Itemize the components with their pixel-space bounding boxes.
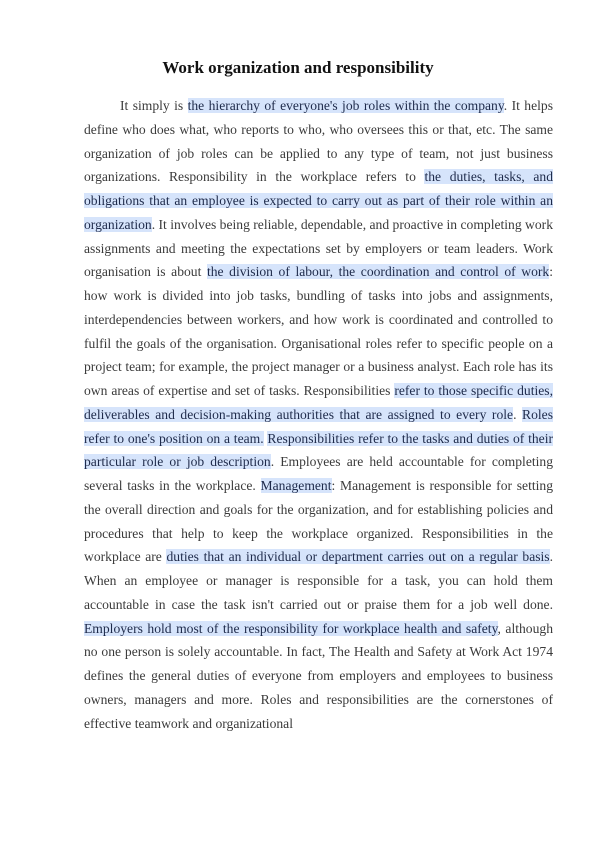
body-paragraph: [84, 94, 553, 735]
highlighted-text: Employers hold most of the responsibility for workplace health and safety: [84, 620, 498, 636]
body-text-segment: .: [513, 406, 523, 422]
body-text-segment: : Management is responsible for setting the overall direction and goals for the organization, and for establishing policies and procedures that help to keep the workplace organized. Responsibilities in the workplace are: [84, 478, 553, 565]
body-text-segment: . When an employee or manager is responsible for a task, you can hold them accountable in case the task isn't carried out or praise them for a job well done.: [84, 549, 553, 612]
body-text-segment: . It helps define who does what, who reports to who, who oversees this or that, etc. The same organization of job roles can be applied to any type of team, not just business organizations. Responsibility in the workplace refers to: [84, 98, 553, 185]
highlighted-text: Management: [260, 478, 332, 493]
highlighted-text: the hierarchy of everyone's job roles within the company: [187, 98, 504, 113]
body-text-segment: It simply is: [120, 98, 188, 113]
highlighted-text: Roles refer to one's position on a team.: [84, 406, 554, 446]
highlighted-text: the duties, tasks, and obligations that an employee is expected to carry out as part of their role within an organization: [84, 169, 553, 232]
highlighted-text: refer to those specific duties, deliverables and decision-making authorities that are assigned to every role: [84, 383, 553, 422]
body-text-segment: , although no one person is solely accountable. In fact, The Health and Safety at Work Act 1974 defines the general duties of everyone from employers and employees to business owners, managers and more. Roles and responsibilities are the cornerstones of effective teamwork and organizational: [84, 620, 553, 731]
document-title: Work organization and responsibility: [162, 58, 434, 77]
highlighted-text: duties that an individual or department carries out on a regular basis: [166, 549, 550, 565]
body-text-segment: . Employees are held accountable for completing several tasks in the workplace.: [84, 454, 554, 493]
highlighted-text: Responsibilities refer to the tasks and duties of their particular role or job description: [84, 430, 553, 470]
body-text-segment: : how work is divided into job tasks, bundling of tasks into jobs and assignments, interdependencies between workers, and how work is coordinated and controlled to fulfil the goals of the organisation. Organisational roles refer to specific people on a project team; for example, the project manager or a business analyst. Each role has its own areas of expertise and set of tasks. Responsibilities: [84, 264, 553, 398]
body-text-segment: . It involves being reliable, dependable, and proactive in completing work assignments and meeting the expectations set by employers or team leaders. Work organisation is about: [84, 216, 553, 280]
highlighted-text: the division of labour, the coordination and control of work: [206, 264, 550, 280]
